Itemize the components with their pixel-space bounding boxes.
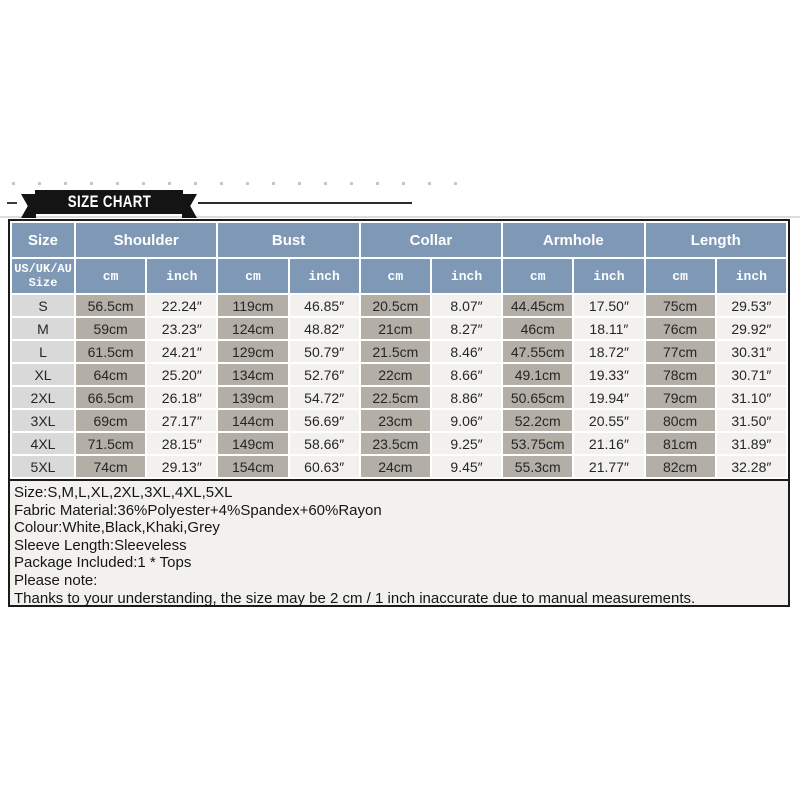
inch-value-cell: 21.16″ [574, 433, 643, 454]
size-cell: 2XL [12, 387, 74, 408]
inch-value-cell: 19.94″ [574, 387, 643, 408]
size-cell: S [12, 295, 74, 316]
unit-header-cm: cm [218, 259, 287, 293]
ribbon-tail-right-icon [182, 194, 197, 218]
banner-title: SIZE CHART [67, 192, 151, 211]
unit-header-inch: inch [574, 259, 643, 293]
product-notes [10, 479, 788, 605]
inch-value-cell: 21.77″ [574, 456, 643, 477]
note-size-range: Size:S,M,L,XL,2XL,3XL,4XL,5XL [14, 484, 233, 501]
note-colour: Colour:White,Black,Khaki,Grey [14, 519, 220, 537]
inch-value-cell: 17.50″ [574, 295, 643, 316]
note-package-included: Package Included:1 * Tops [14, 554, 192, 572]
table-row [12, 456, 786, 477]
inch-value-cell: 48.82″ [290, 318, 359, 339]
size-subheader-line1: US/UK/AU [14, 262, 72, 276]
table-row [12, 295, 786, 316]
inch-value-cell: 8.07″ [432, 295, 501, 316]
inch-value-cell: 20.55″ [574, 410, 643, 431]
inch-value-cell: 31.89″ [717, 433, 786, 454]
cm-value-cell: 64cm [76, 364, 145, 385]
inch-value-cell: 9.06″ [432, 410, 501, 431]
cm-value-cell: 24cm [361, 456, 430, 477]
unit-header-cm: cm [503, 259, 572, 293]
inch-value-cell: 8.86″ [432, 387, 501, 408]
cm-value-cell: 53.75cm [503, 433, 572, 454]
banner-right-line [198, 202, 412, 204]
cm-value-cell: 149cm [218, 433, 287, 454]
inch-value-cell: 18.11″ [574, 318, 643, 339]
cm-value-cell: 20.5cm [361, 295, 430, 316]
cm-value-cell: 71.5cm [76, 433, 145, 454]
cm-value-cell: 79cm [646, 387, 715, 408]
cm-value-cell: 66.5cm [76, 387, 145, 408]
inch-value-cell: 30.71″ [717, 364, 786, 385]
unit-header-cm: cm [646, 259, 715, 293]
note-please-note: Please note: [14, 571, 98, 589]
cm-value-cell: 22cm [361, 364, 430, 385]
inch-value-cell: 8.27″ [432, 318, 501, 339]
inch-value-cell: 9.45″ [432, 456, 501, 477]
cm-value-cell: 154cm [218, 456, 287, 477]
inch-value-cell: 46.85″ [290, 295, 359, 316]
cm-value-cell: 49.1cm [503, 364, 572, 385]
group-header-row [12, 223, 786, 257]
unit-header-inch: inch [290, 259, 359, 293]
table-row [12, 433, 786, 454]
inch-value-cell: 24.21″ [147, 341, 216, 362]
table-row [12, 410, 786, 431]
cm-value-cell: 119cm [218, 295, 287, 316]
inch-value-cell: 50.79″ [290, 341, 359, 362]
cm-value-cell: 50.65cm [503, 387, 572, 408]
size-cell: M [12, 318, 74, 339]
cm-value-cell: 74cm [76, 456, 145, 477]
table-row [12, 318, 786, 339]
cm-value-cell: 82cm [646, 456, 715, 477]
inch-value-cell: 28.15″ [147, 433, 216, 454]
unit-header-row [12, 259, 786, 293]
inch-value-cell: 52.76″ [290, 364, 359, 385]
section-divider-line [0, 216, 800, 218]
cm-value-cell: 46cm [503, 318, 572, 339]
inch-value-cell: 31.50″ [717, 410, 786, 431]
cm-value-cell: 61.5cm [76, 341, 145, 362]
cm-value-cell: 134cm [218, 364, 287, 385]
inch-value-cell: 29.92″ [717, 318, 786, 339]
cm-value-cell: 69cm [76, 410, 145, 431]
table-row [12, 387, 786, 408]
cm-value-cell: 21.5cm [361, 341, 430, 362]
inch-value-cell: 60.63″ [290, 456, 359, 477]
size-cell: 5XL [12, 456, 74, 477]
inch-value-cell: 30.31″ [717, 341, 786, 362]
note-fabric-material: Fabric Material:36%Polyester+4%Spandex+60%Rayon [14, 501, 382, 519]
inch-value-cell: 25.20″ [147, 364, 216, 385]
size-chart-banner [35, 190, 183, 214]
inch-value-cell: 31.10″ [717, 387, 786, 408]
size-chart-box [8, 219, 790, 607]
inch-value-cell: 9.25″ [432, 433, 501, 454]
cm-value-cell: 55.3cm [503, 456, 572, 477]
cm-value-cell: 47.55cm [503, 341, 572, 362]
size-cell: 4XL [12, 433, 74, 454]
cm-value-cell: 80cm [646, 410, 715, 431]
unit-header-inch: inch [717, 259, 786, 293]
size-cell: L [12, 341, 74, 362]
cm-value-cell: 23cm [361, 410, 430, 431]
unit-header-inch: inch [432, 259, 501, 293]
column-header-length: Length [646, 223, 787, 257]
column-header-armhole: Armhole [503, 223, 643, 257]
cm-value-cell: 23.5cm [361, 433, 430, 454]
inch-value-cell: 8.66″ [432, 364, 501, 385]
note-disclaimer: Thanks to your understanding, the size may be 2 cm / 1 inch inaccurate due to manual measurements. [14, 589, 696, 607]
cm-value-cell: 81cm [646, 433, 715, 454]
cm-value-cell: 129cm [218, 341, 287, 362]
cm-value-cell: 56.5cm [76, 295, 145, 316]
inch-value-cell: 19.33″ [574, 364, 643, 385]
column-header-collar: Collar [361, 223, 501, 257]
size-chart-table [10, 221, 788, 479]
unit-header-cm: cm [76, 259, 145, 293]
inch-value-cell: 22.24″ [147, 295, 216, 316]
banner-left-dash [7, 202, 17, 204]
inch-value-cell: 29.53″ [717, 295, 786, 316]
cm-value-cell: 22.5cm [361, 387, 430, 408]
cm-value-cell: 144cm [218, 410, 287, 431]
size-subheader-line2: Size [28, 276, 58, 290]
cm-value-cell: 124cm [218, 318, 287, 339]
inch-value-cell: 26.18″ [147, 387, 216, 408]
table-row [12, 341, 786, 362]
cm-value-cell: 59cm [76, 318, 145, 339]
inch-value-cell: 58.66″ [290, 433, 359, 454]
cm-value-cell: 44.45cm [503, 295, 572, 316]
inch-value-cell: 23.23″ [147, 318, 216, 339]
inch-value-cell: 27.17″ [147, 410, 216, 431]
unit-header-cm: cm [361, 259, 430, 293]
unit-header-inch: inch [147, 259, 216, 293]
cm-value-cell: 75cm [646, 295, 715, 316]
ribbon-tail-left-icon [21, 194, 36, 218]
column-header-bust: Bust [218, 223, 358, 257]
size-cell: XL [12, 364, 74, 385]
cm-value-cell: 52.2cm [503, 410, 572, 431]
inch-value-cell: 56.69″ [290, 410, 359, 431]
column-header-shoulder: Shoulder [76, 223, 216, 257]
table-row [12, 364, 786, 385]
table-body [12, 295, 786, 477]
cm-value-cell: 76cm [646, 318, 715, 339]
cm-value-cell: 77cm [646, 341, 715, 362]
cm-value-cell: 139cm [218, 387, 287, 408]
note-sleeve-length: Sleeve Length:Sleeveless [14, 536, 187, 554]
inch-value-cell: 32.28″ [717, 456, 786, 477]
inch-value-cell: 8.46″ [432, 341, 501, 362]
column-header-size: Size [12, 223, 74, 257]
size-cell: 3XL [12, 410, 74, 431]
inch-value-cell: 54.72″ [290, 387, 359, 408]
size-subheader [12, 259, 74, 293]
inch-value-cell: 29.13″ [147, 456, 216, 477]
cm-value-cell: 78cm [646, 364, 715, 385]
inch-value-cell: 18.72″ [574, 341, 643, 362]
dotted-divider [12, 182, 476, 185]
cm-value-cell: 21cm [361, 318, 430, 339]
